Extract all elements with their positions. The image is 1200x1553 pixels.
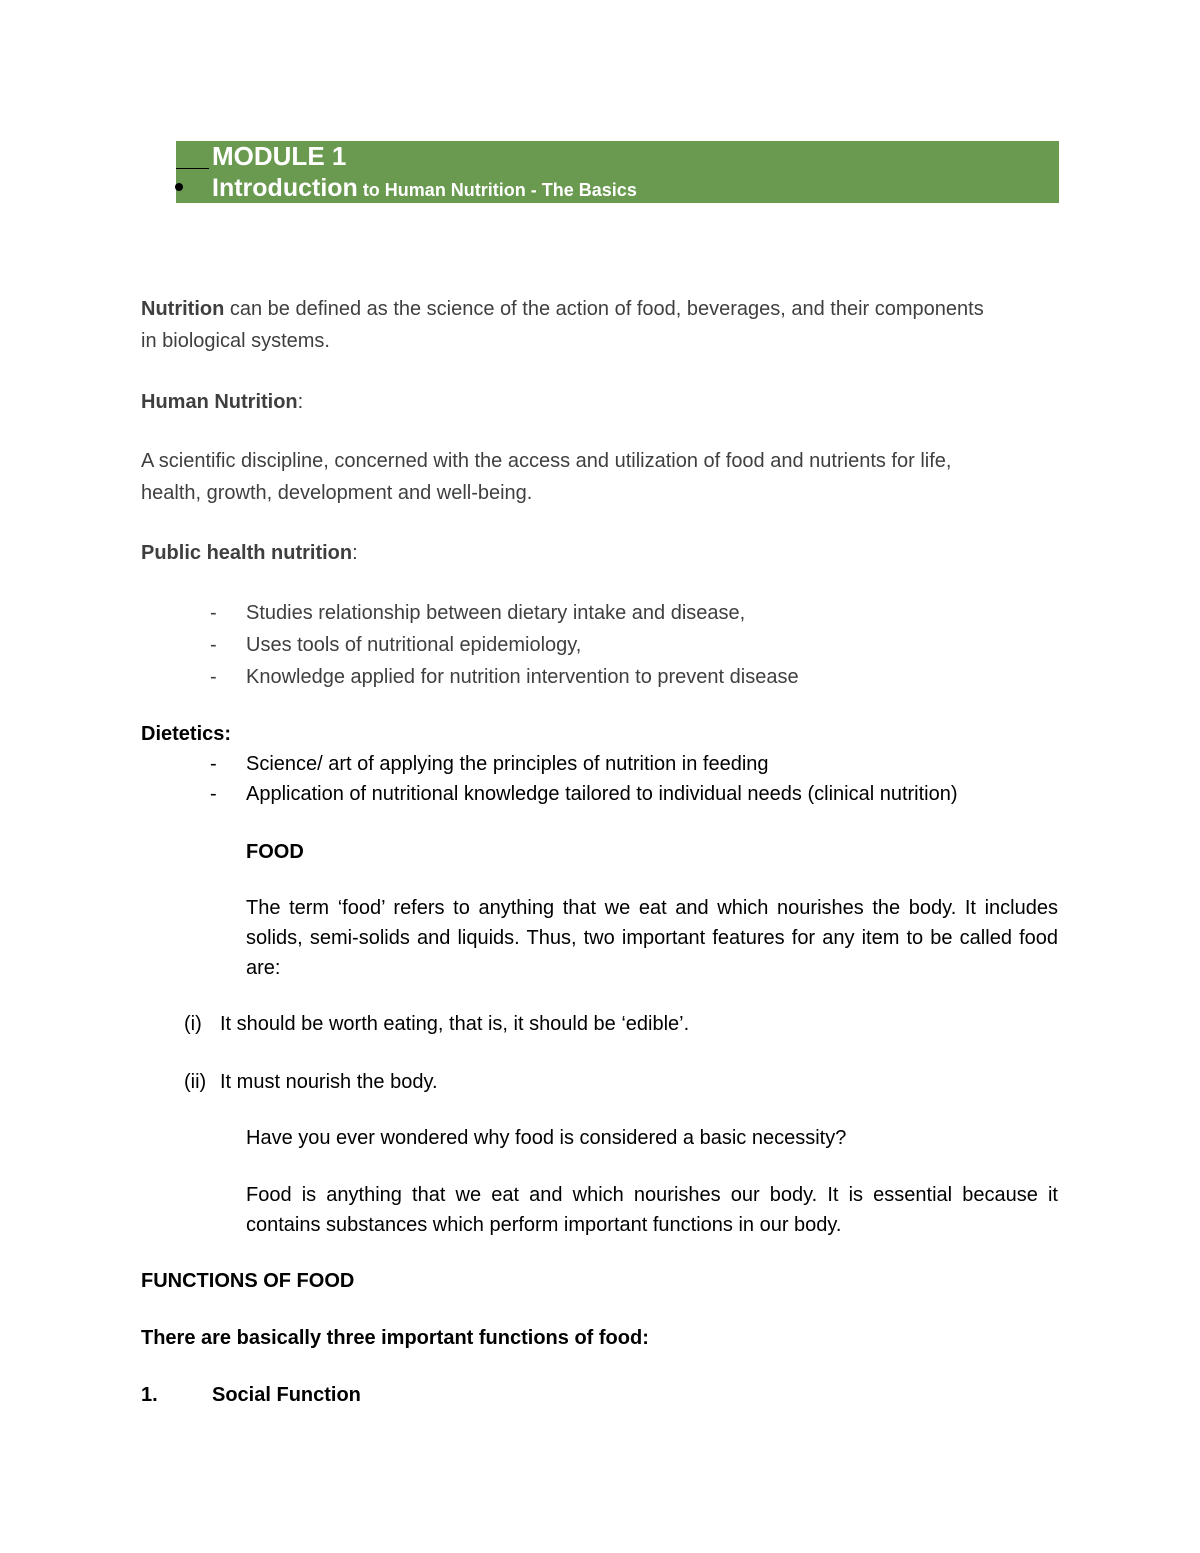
public-health-colon: :	[352, 542, 358, 564]
public-health-title: Public health nutrition	[141, 542, 353, 564]
subtitle-intro: Introduction	[212, 174, 358, 202]
functions-heading: FUNCTIONS OF FOOD	[141, 1270, 355, 1292]
food-heading: FOOD	[246, 841, 304, 863]
human-nutrition-colon: :	[297, 391, 304, 413]
nutrition-definition-line1	[141, 293, 984, 325]
human-nutrition-title: Human Nutrition	[141, 391, 298, 413]
subtitle-rest: to Human Nutrition - The Basics	[357, 180, 637, 200]
dietetics-heading: Dietetics:	[141, 723, 232, 745]
food-question: Have you ever wondered why food is considered a basic necessity?	[246, 1127, 847, 1149]
public-health-item: Knowledge applied for nutrition intervention to prevent disease	[246, 666, 799, 688]
module-subtitle	[212, 173, 637, 207]
dietetics-item: Application of nutritional knowledge tailored to individual needs (clinical nutrition)	[246, 783, 958, 805]
food-essential: Food is anything that we eat and which nourishes our body. It is essential because it contains substances which perform important functions in our body.	[246, 1184, 1058, 1236]
nutrition-term: Nutrition	[141, 298, 225, 320]
human-nutrition-heading	[141, 386, 303, 418]
nutrition-definition-line2: in biological systems.	[141, 330, 330, 352]
dietetics-item: Science/ art of applying the principles of nutrition in feeding	[246, 753, 769, 775]
public-health-dash: -	[210, 602, 217, 624]
bullet-icon	[175, 183, 183, 191]
function-label: Social Function	[212, 1384, 361, 1406]
feature-text: It should be worth eating, that is, it should be ‘edible’.	[220, 1013, 690, 1035]
banner-rule	[176, 168, 209, 169]
feature-number: (ii)	[184, 1071, 207, 1093]
dietetics-dash: -	[210, 783, 217, 805]
public-health-item: Studies relationship between dietary intake and disease,	[246, 602, 746, 624]
function-number: 1.	[141, 1384, 158, 1406]
public-health-dash: -	[210, 666, 217, 688]
human-nutrition-line2: health, growth, development and well-being.	[141, 482, 533, 504]
nutrition-line1-text: can be defined as the science of the action of food, beverages, and their components	[224, 298, 984, 320]
module-title: MODULE 1	[212, 141, 347, 171]
public-health-item: Uses tools of nutritional epidemiology,	[246, 634, 582, 656]
functions-intro: There are basically three important functions of food:	[141, 1327, 649, 1349]
human-nutrition-line1: A scientific discipline, concerned with the access and utilization of food and nutrients for life,	[141, 450, 952, 472]
public-health-dash: -	[210, 634, 217, 656]
dietetics-dash: -	[210, 753, 217, 775]
public-health-heading	[141, 537, 358, 569]
feature-number: (i)	[184, 1013, 202, 1035]
food-paragraph: The term ‘food’ refers to anything that we eat and which nourishes the body. It includes solids, semi-solids and liquids. Thus, two important features for any item to be called food are:	[246, 897, 1058, 979]
feature-text: It must nourish the body.	[220, 1071, 438, 1093]
